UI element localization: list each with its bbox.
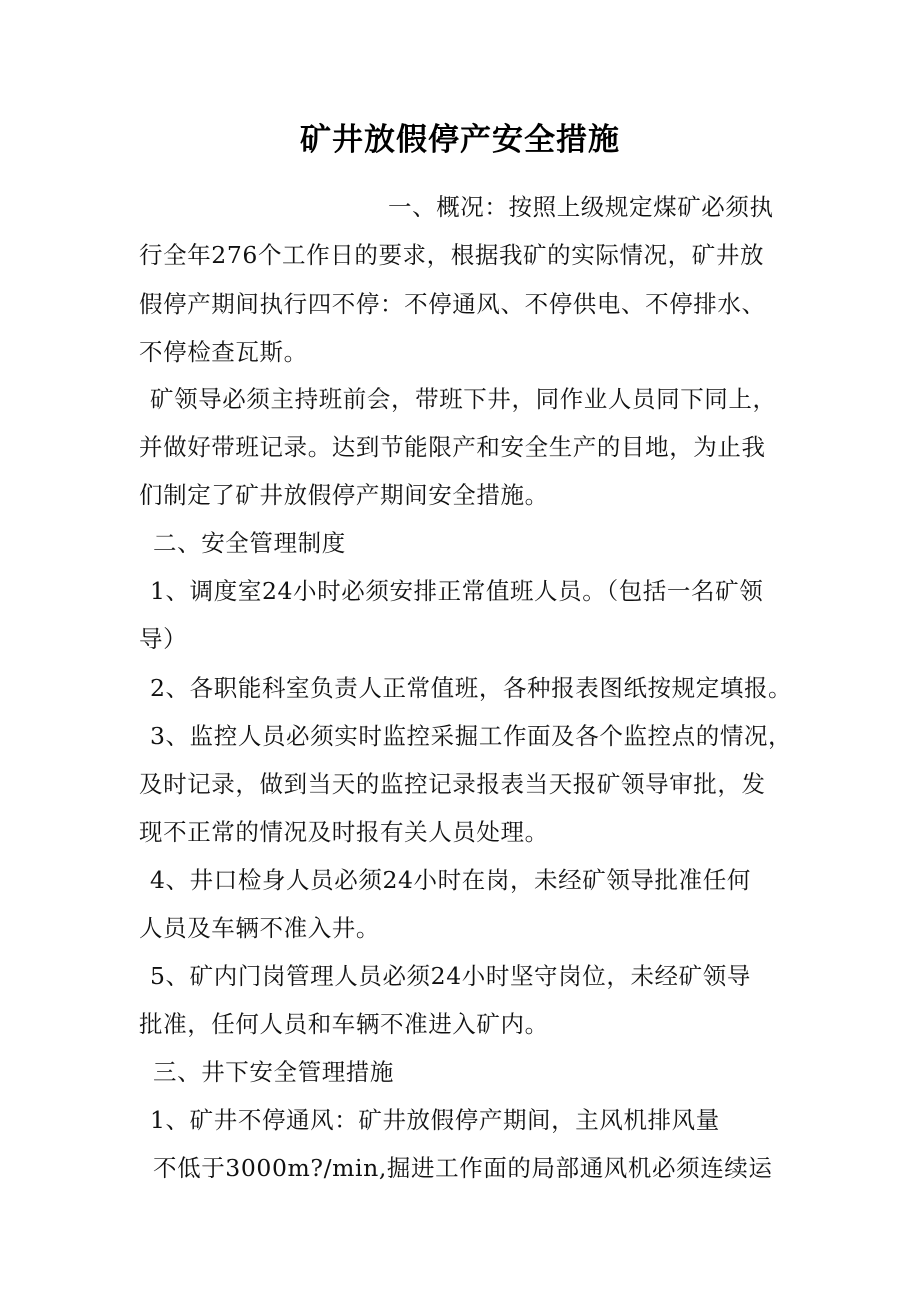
section-heading: 三、井下安全管理措施	[153, 1058, 394, 1086]
paragraph-line: 一、概况：按照上级规定煤矿必须执	[388, 193, 774, 221]
list-item-line: 2、各职能科室负责人正常值班，各种报表图纸按规定填报。	[150, 674, 793, 702]
paragraph-line: 们制定了矿井放假停产期间安全措施。	[139, 481, 549, 509]
paragraph-line: 不停检查瓦斯。	[139, 338, 308, 366]
paragraph-line: 矿领导必须主持班前会，带班下井，同作业人员同下同上，	[150, 385, 777, 413]
list-item-line: 5、矿内门岗管理人员必须24小时坚守岗位，未经矿领导	[150, 962, 751, 990]
paragraph-line: 假停产期间执行四不停：不停通风、不停供电、不停排水、	[139, 290, 766, 318]
paragraph-line: 并做好带班记录。达到节能限产和安全生产的目地，为止我	[139, 433, 766, 461]
list-item-line: 4、井口检身人员必须24小时在岗，未经矿领导批准任何	[150, 866, 751, 894]
list-item-line: 1、矿井不停通风：矿井放假停产期间，主风机排风量	[150, 1106, 720, 1134]
section-heading: 二、安全管理制度	[153, 529, 346, 557]
list-item-line: 1、调度室24小时必须安排正常值班人员。（包括一名矿领	[150, 577, 764, 605]
paragraph-line: 行全年276个工作日的要求，根据我矿的实际情况，矿井放	[139, 241, 765, 269]
list-item-line: 及时记录，做到当天的监控记录报表当天报矿领导审批，发	[139, 770, 766, 798]
list-item-line: 3、监控人员必须实时监控采掘工作面及各个监控点的情况，	[150, 722, 793, 750]
list-item-line: 导）	[139, 625, 188, 653]
list-item-line: 不低于3000m?/min,掘进工作面的局部通风机必须连续运	[153, 1154, 773, 1182]
document-title: 矿井放假停产安全措施	[300, 122, 620, 158]
list-item-line: 批准，任何人员和车辆不准进入矿内。	[139, 1010, 549, 1038]
list-item-line: 人员及车辆不准入井。	[139, 914, 380, 942]
list-item-line: 现不正常的情况及时报有关人员处理。	[139, 818, 549, 846]
